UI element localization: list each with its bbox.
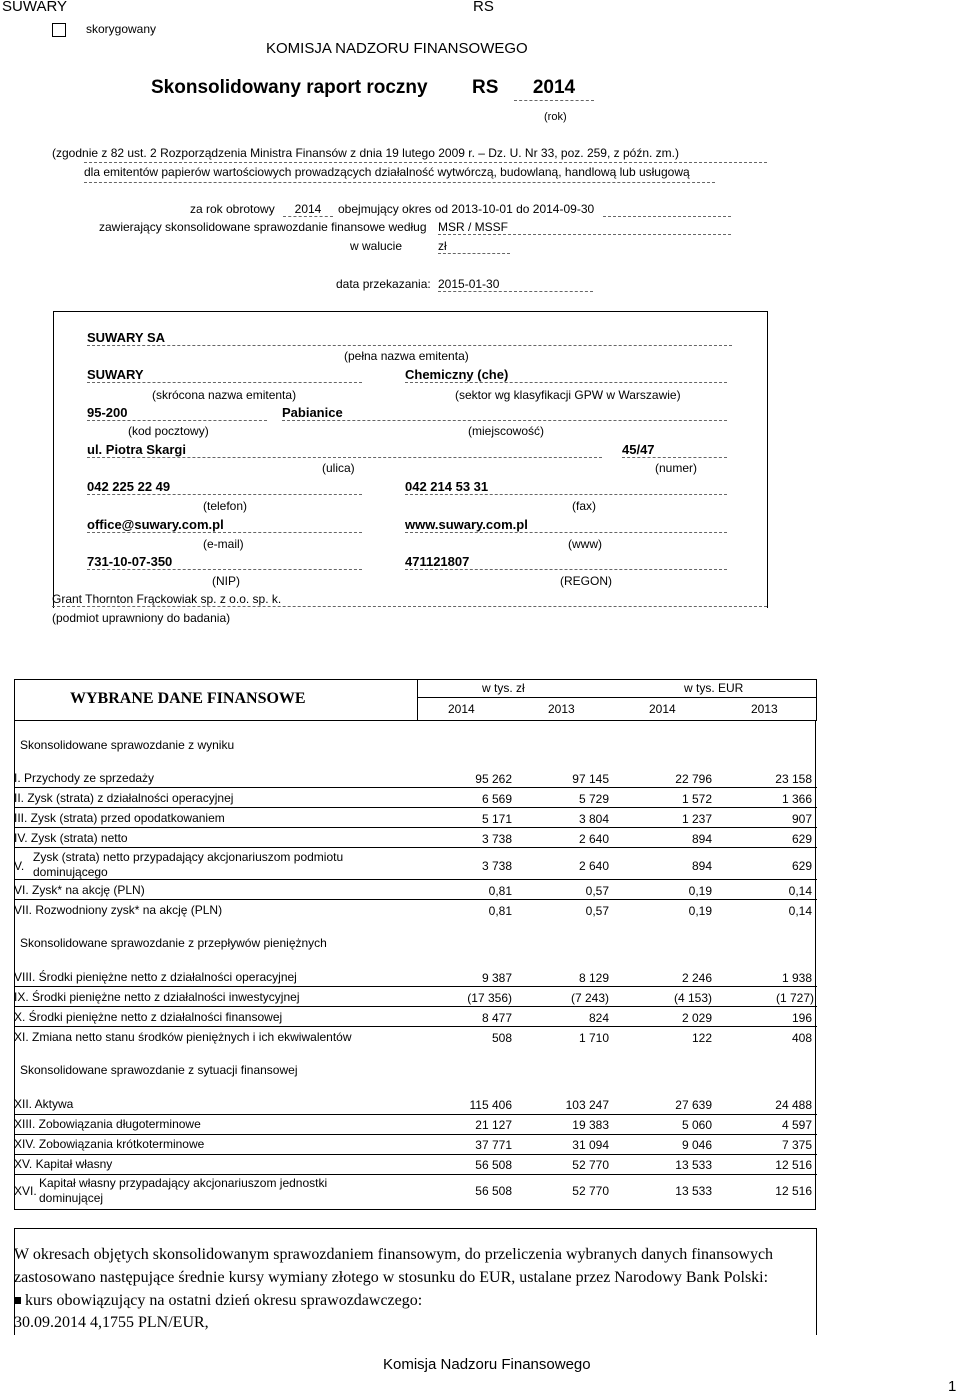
issuer-type: dla emitentów papierów wartościowych prowadzących działalność wytwórczą, budowlaną, handlową lub usługową [84, 165, 690, 179]
row-bal-5-num: XVI. [14, 1184, 37, 1198]
financial-title: WYBRANE DANE FINANSOWE [70, 690, 306, 707]
row-bal-5-label2: dominującej [39, 1191, 104, 1205]
cell: 2 029 [681, 1011, 712, 1025]
row-income-4: IV. Zysk (strata) netto [14, 831, 128, 845]
cell: 115 406 [469, 1098, 512, 1112]
postal-code: 95-200 [87, 405, 267, 421]
street-number: 45/47 [622, 442, 727, 458]
cell: 8 129 [578, 971, 609, 985]
cell: 2 640 [578, 832, 609, 846]
cell: 31 094 [572, 1138, 609, 1152]
street: ul. Piotra Skargi [87, 442, 602, 458]
cell: 7 375 [781, 1138, 812, 1152]
cell: 894 [691, 832, 712, 846]
row-income-5-num: V. [14, 859, 25, 873]
cell: 1 572 [681, 792, 712, 806]
report-type-header: RS [473, 0, 494, 15]
section-cashflow-title: Skonsolidowane sprawozdanie z przepływów pieniężnych [20, 936, 327, 950]
bullet-icon [14, 1297, 21, 1304]
cell: 24 488 [775, 1098, 812, 1112]
fax-caption: (fax) [572, 499, 596, 513]
email[interactable]: office@suwary.com.pl [87, 517, 362, 533]
legal-basis: (zgodnie z 82 ust. 2 Rozporządzenia Ministra Finansów z dnia 19 lutego 2009 r. – Dz. U. Nr 33, poz. 259, z późn. zm.) [52, 146, 679, 160]
nip: 731-10-07-350 [87, 554, 362, 570]
short-name-caption: (skrócona nazwa emitenta) [152, 388, 297, 402]
cell: 2 246 [681, 971, 712, 985]
row-bal-2: XIII. Zobowiązania długoterminowe [14, 1117, 201, 1131]
regon: 471121807 [405, 554, 727, 570]
cell: 196 [791, 1011, 812, 1025]
cell: 21 127 [475, 1118, 512, 1132]
row-income-7: VII. Rozwodniony zysk* na akcję (PLN) [14, 903, 223, 917]
cell: 5 060 [681, 1118, 712, 1132]
cell: (17 356) [467, 991, 512, 1005]
cell: 1 237 [681, 812, 712, 826]
issuer-short-name: SUWARY [87, 367, 362, 383]
row-cash-2: IX. Środki pieniężne netto z działalności inwestycyjnej [14, 990, 300, 1004]
issuer-type-underline [84, 182, 715, 183]
row-income-2: II. Zysk (strata) z działalności operacyjnej [14, 791, 234, 805]
row-income-3: III. Zysk (strata) przed opodatkowaniem [14, 811, 225, 825]
cell: 5 729 [578, 792, 609, 806]
year-col-3: 2014 [649, 702, 676, 716]
cell: 12 516 [775, 1184, 812, 1198]
standards-label: zawierający skonsolidowane sprawozdanie finansowe według [99, 220, 427, 234]
cell: 8 477 [481, 1011, 512, 1025]
cell: 894 [691, 859, 712, 873]
row-bal-5-label1: Kapitał własny przypadający akcjonariuszom jednostki [39, 1176, 328, 1190]
cell: 56 508 [475, 1158, 512, 1172]
cell: 1 366 [781, 792, 812, 806]
nip-caption: (NIP) [212, 574, 240, 588]
cell: 0,57 [585, 884, 609, 898]
corrected-label: skorygowany [86, 22, 157, 36]
full-name-caption: (pełna nazwa emitenta) [344, 349, 469, 363]
cell: 52 770 [572, 1184, 609, 1198]
cell: 907 [791, 812, 812, 826]
row-cash-4: XI. Zmiana netto stanu środków pieniężnych i ich ekwiwalentów [14, 1030, 352, 1044]
report-code: RS [472, 77, 499, 98]
cell: 56 508 [475, 1184, 512, 1198]
cell: 0,81 [488, 884, 512, 898]
cell: 629 [791, 832, 812, 846]
standards-value: MSR / MSSF [438, 220, 731, 235]
cell: 3 738 [481, 832, 512, 846]
cell: 122 [691, 1031, 712, 1045]
covering-underline [603, 216, 731, 217]
submission-label: data przekazania: [336, 277, 431, 291]
postal-code-caption: (kod pocztowy) [128, 424, 209, 438]
cell: 4 597 [781, 1118, 812, 1132]
cell: 97 145 [572, 772, 609, 786]
phone: 042 225 22 49 [87, 479, 362, 495]
company-short-header: SUWARY [2, 0, 68, 15]
col-pln-header: w tys. zł [482, 681, 525, 695]
row-income-5-label1: Zysk (strata) netto przypadający akcjonariuszom podmiotu [33, 850, 344, 864]
cell: 12 516 [775, 1158, 812, 1172]
col-eur-header: w tys. EUR [684, 681, 744, 695]
city-caption: (miejscowość) [468, 424, 545, 438]
fax: 042 214 53 31 [405, 479, 727, 495]
cell: 27 639 [675, 1098, 712, 1112]
cell: 23 158 [775, 772, 812, 786]
cell: 0,57 [585, 904, 609, 918]
submission-date: 2015-01-30 [438, 277, 593, 292]
year-col-2: 2013 [548, 702, 575, 716]
cell: (1 727) [775, 991, 814, 1005]
www-caption: (www) [568, 537, 602, 551]
notes-line-2: zastosowano następujące średnie kursy wymiany złotego w stosunku do EUR, ustalane przez Narodowy Bank Polski: [14, 1269, 769, 1286]
row-bal-1: XII. Aktywa [14, 1097, 74, 1111]
fiscal-year: 2014 [283, 202, 333, 217]
legal-basis-underline [84, 162, 767, 163]
authority-title: KOMISJA NADZORU FINANSOWEGO [266, 40, 528, 57]
cell: 52 770 [572, 1158, 609, 1172]
cell: 824 [588, 1011, 609, 1025]
cell: 1 710 [578, 1031, 609, 1045]
cell: 5 171 [481, 812, 512, 826]
report-year: 2014 [514, 77, 594, 101]
city: Pabianice [282, 405, 727, 421]
cell: 3 804 [578, 812, 609, 826]
number-caption: (numer) [655, 461, 698, 475]
cell: 1 938 [781, 971, 812, 985]
currency-value: zł [438, 239, 510, 254]
notes-bullet-1: kurs obowiązujący na ostatni dzień okresu sprawozdawczego: [25, 1292, 423, 1309]
phone-caption: (telefon) [203, 499, 248, 513]
footer-authority: Komisja Nadzoru Finansowego [383, 1356, 591, 1373]
row-income-1: I. Przychody ze sprzedaży [14, 771, 155, 785]
cell: 408 [791, 1031, 812, 1045]
cell: (7 243) [570, 991, 609, 1005]
cell: (4 153) [673, 991, 712, 1005]
section-income-title: Skonsolidowane sprawozdanie z wyniku [20, 738, 235, 752]
year-col-1: 2014 [448, 702, 475, 716]
www[interactable]: www.suwary.com.pl [405, 517, 727, 533]
page-number: 1 [948, 1378, 957, 1395]
year-col-4: 2013 [751, 702, 778, 716]
issuer-full-name: SUWARY SA [87, 330, 732, 346]
row-income-6: VI. Zysk* na akcję (PLN) [14, 883, 145, 897]
cell: 22 796 [675, 772, 712, 786]
section-balance-title: Skonsolidowane sprawozdanie z sytuacji finansowej [20, 1063, 298, 1077]
row-bal-3: XIV. Zobowiązania krótkoterminowe [14, 1137, 205, 1151]
row-cash-1: VIII. Środki pieniężne netto z działalności operacyjnej [14, 970, 297, 984]
cell: 13 533 [675, 1184, 712, 1198]
cell: 629 [791, 859, 812, 873]
cell: 103 247 [565, 1098, 609, 1112]
year-caption: (rok) [544, 111, 567, 123]
email-caption: (e-mail) [203, 537, 244, 551]
cell: 0,19 [688, 884, 712, 898]
sector-caption: (sektor wg klasyfikacji GPW w Warszawie) [455, 388, 681, 402]
issuer-sector: Chemiczny (che) [405, 367, 727, 383]
financial-table [14, 679, 817, 1209]
cell: 13 533 [675, 1158, 712, 1172]
notes-line-4: 30.09.2014 4,1755 PLN/EUR, [14, 1314, 209, 1331]
cell: 3 738 [481, 859, 512, 873]
notes-line-1: W okresach objętych skonsolidowanym sprawozdaniem finansowym, do przeliczenia wybranych danych finansowych [14, 1246, 774, 1263]
cell: 95 262 [475, 772, 512, 786]
cell: 0,19 [688, 904, 712, 918]
cell: 0,81 [488, 904, 512, 918]
cell: 6 569 [481, 792, 512, 806]
auditor: Grant Thornton Frąckowiak sp. z o.o. sp. k. [52, 592, 767, 607]
cell: 0,14 [788, 884, 812, 898]
corrected-checkbox[interactable] [52, 23, 66, 37]
covering-period: obejmujący okres od 2013-10-01 do 2014-09-30 [338, 202, 595, 216]
cell: 0,14 [788, 904, 812, 918]
row-bal-4: XV. Kapitał własny [14, 1157, 113, 1171]
report-title: Skonsolidowany raport roczny [151, 77, 428, 98]
auditor-caption: (podmiot uprawniony do badania) [52, 611, 231, 625]
row-cash-3: X. Środki pieniężne netto z działalności finansowej [14, 1010, 283, 1024]
street-caption: (ulica) [322, 461, 355, 475]
cell: 37 771 [475, 1138, 512, 1152]
regon-caption: (REGON) [560, 574, 612, 588]
cell: 2 640 [578, 859, 609, 873]
cell: 9 046 [681, 1138, 712, 1152]
currency-label: w walucie [350, 239, 403, 253]
fiscal-year-label: za rok obrotowy [190, 202, 275, 216]
cell: 508 [491, 1031, 512, 1045]
row-income-5-label2: dominującego [33, 865, 108, 879]
cell: 9 387 [481, 971, 512, 985]
cell: 19 383 [572, 1118, 609, 1132]
